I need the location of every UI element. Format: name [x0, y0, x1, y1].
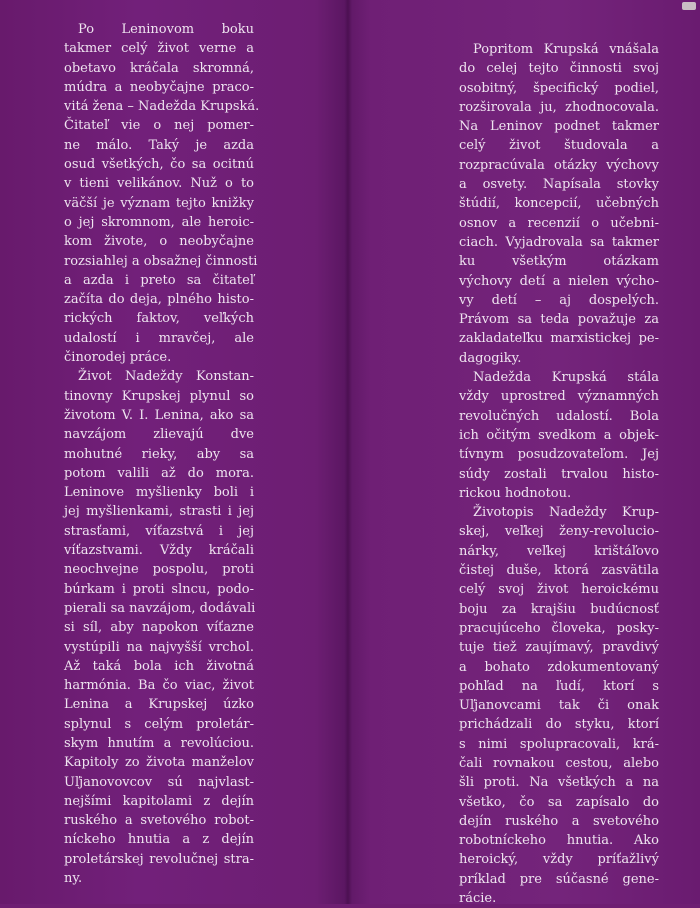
text-line: tívnym posudzovateľom. Jej	[459, 447, 659, 463]
text-line: pracujúceho človeka, posky-	[459, 620, 659, 636]
text-line: rických faktov, veľkých	[64, 311, 254, 327]
text-line: celý svoj život heroickému	[459, 582, 659, 598]
text-line: a osvety. Napísala stovky	[459, 177, 659, 193]
text-line: osobitný, špecifický podiel,	[459, 80, 659, 96]
text-line: neochvejne pospolu, proti	[64, 562, 254, 578]
left-text-column	[64, 20, 260, 888]
text-line: navzájom zlievajú dve	[64, 427, 254, 443]
text-line: níckeho hnutia a z dejín	[64, 832, 254, 848]
text-line: harmónia. Ba čo viac, život	[64, 678, 254, 694]
text-line: vždy uprostred významných	[459, 389, 659, 405]
text-line: zakladateľku marxistickej pe-	[459, 331, 659, 347]
text-line: si síl, aby napokon víťazne	[64, 620, 254, 636]
text-line: tinovny Krupskej plynul so	[64, 388, 254, 404]
text-line: kom živote, o neobyčajne	[64, 234, 254, 250]
text-line: robotníckeho hnutia. Ako	[459, 833, 659, 849]
text-line: v tieni velikánov. Nuž o to	[64, 176, 254, 192]
text-line: Uľjanovovcov sú najvlast-	[64, 774, 254, 790]
text-line: búrkam i proti slncu, podo-	[64, 581, 254, 597]
text-line: Leninove myšlienky boli i	[64, 485, 254, 501]
text-line: rozpracúvala otázky výchovy	[459, 157, 659, 173]
text-line: rozsiahlej a obsažnej činnosti	[64, 253, 258, 269]
text-line: splynul s celým proletár-	[64, 716, 254, 732]
text-line: a bohato zdokumentovaný	[459, 659, 659, 675]
text-line: rácie.	[459, 891, 497, 907]
text-line: pierali sa navzájom, dodávali	[64, 600, 256, 616]
text-line: Životopis Nadeždy Krup-	[473, 505, 659, 521]
text-line: celý život študovala a	[459, 138, 659, 154]
text-line: nárky, veľkej krištáľovo	[459, 543, 659, 559]
text-line: súdy zostali trvalou histo-	[459, 466, 659, 482]
text-line: väčší je význam tejto knižky	[64, 195, 254, 211]
text-line: jej myšlienkami, strasti i jej	[64, 504, 254, 520]
text-line: vitá žena – Nadežda Krupská.	[64, 99, 260, 115]
text-line: a azda i preto sa čitateľ	[64, 272, 254, 288]
text-line: rozširovala ju, zhodnocovala.	[459, 99, 659, 115]
text-line: ich očitým svedkom a objek-	[459, 427, 659, 443]
text-line: s nimi spolupracovali, krá-	[459, 736, 659, 752]
text-line: revolučných udalostí. Bola	[459, 408, 659, 424]
left-paragraph-2	[64, 367, 254, 888]
text-line: nejšími kapitolami z dejín	[64, 793, 254, 809]
text-line: ku všetkým otázkam	[459, 254, 659, 270]
text-line: Popritom Krupská vnášala	[473, 42, 659, 57]
text-line: vystúpili na najvyšší vrchol.	[64, 639, 254, 655]
corner-tape-mark	[682, 2, 696, 10]
text-line: osnov a recenzií o učebni-	[459, 215, 659, 231]
right-paragraph-3	[459, 503, 659, 908]
text-line: začíta do deja, plného histo-	[64, 292, 254, 308]
text-line: ruského a svetového robot-	[64, 813, 254, 829]
text-line: do celej tejto činnosti svoj	[459, 61, 659, 77]
text-line: Čitateľ vie o nej pomer-	[64, 118, 254, 134]
text-line: všetko, čo sa zapísalo do	[459, 794, 659, 810]
text-line: skej, veľkej ženy-revolucio-	[459, 524, 659, 540]
text-line: skym hnutím a revolúciou.	[64, 735, 254, 751]
text-line: rickou hodnotou.	[459, 485, 572, 501]
text-line: prichádzali do styku, ktorí	[459, 717, 659, 733]
right-paragraph-1	[459, 40, 659, 368]
text-line: ny.	[64, 871, 83, 887]
text-line: ne málo. Taký je azda	[64, 137, 254, 153]
text-line: Na Leninov podnet takmer	[459, 119, 659, 135]
text-line: činorodej práce.	[64, 350, 172, 366]
text-line: šli proti. Na všetkých a na	[459, 775, 659, 791]
text-line: čistej duše, ktorá zasvätila	[459, 563, 659, 579]
text-line: potom valili až do mora.	[64, 465, 254, 481]
text-line: pohľad na ľudí, ktorí s	[459, 678, 659, 694]
right-text-column	[459, 40, 659, 908]
text-line: dagogiky.	[459, 350, 522, 366]
text-line: osud všetkých, čo sa ocitnú	[64, 157, 254, 173]
text-line: Právom sa teda považuje za	[459, 312, 659, 328]
text-line: výchovy detí a nielen výcho-	[459, 273, 659, 289]
text-line: Kapitoly zo života manželov	[64, 755, 254, 771]
text-line: ciach. Vyjadrovala sa takmer	[459, 234, 659, 250]
text-line: múdra a neobyčajne praco-	[64, 79, 254, 95]
text-line: udalostí i mravčej, ale	[64, 330, 254, 346]
text-line: životom V. I. Lenina, ako sa	[64, 407, 254, 423]
text-line: Nadežda Krupská stála	[473, 370, 659, 386]
text-line: mohutné rieky, aby sa	[64, 446, 254, 462]
text-line: Život Nadeždy Konstan-	[78, 369, 254, 385]
text-line: strasťami, víťazstvá i jej	[64, 523, 254, 539]
text-line: o jej skromnom, ale heroic-	[64, 214, 254, 230]
text-line: čali rovnakou cestou, alebo	[459, 755, 659, 771]
text-line: boju za krajšiu budúcnosť	[459, 601, 659, 617]
text-line: víťazstvami. Vždy kráčali	[64, 543, 254, 559]
text-line: príklad pre súčasné gene-	[459, 871, 659, 887]
text-line: Po Leninovom boku	[78, 22, 254, 37]
text-line: Uľjanovcami tak či onak	[459, 698, 659, 714]
text-line: dejín ruského a svetového	[459, 813, 659, 829]
text-line: obetavo kráčala skromná,	[64, 60, 254, 76]
text-line: štúdií, koncepcií, učebných	[459, 196, 659, 212]
left-paragraph-1	[64, 20, 260, 367]
jacket-fold-crease	[344, 0, 352, 904]
right-paragraph-2	[459, 368, 659, 503]
text-line: takmer celý život verne a	[64, 41, 254, 57]
text-line: vy detí – aj dospelých.	[459, 292, 659, 308]
text-line: heroický, vždy príťažlivý	[459, 852, 659, 868]
text-line: proletárskej revolučnej stra-	[64, 851, 254, 867]
text-line: tuje tiež zaujímavý, pravdivý	[459, 640, 659, 656]
text-line: Až taká bola ich životná	[64, 658, 254, 674]
text-line: Lenina a Krupskej úzko	[64, 697, 254, 713]
